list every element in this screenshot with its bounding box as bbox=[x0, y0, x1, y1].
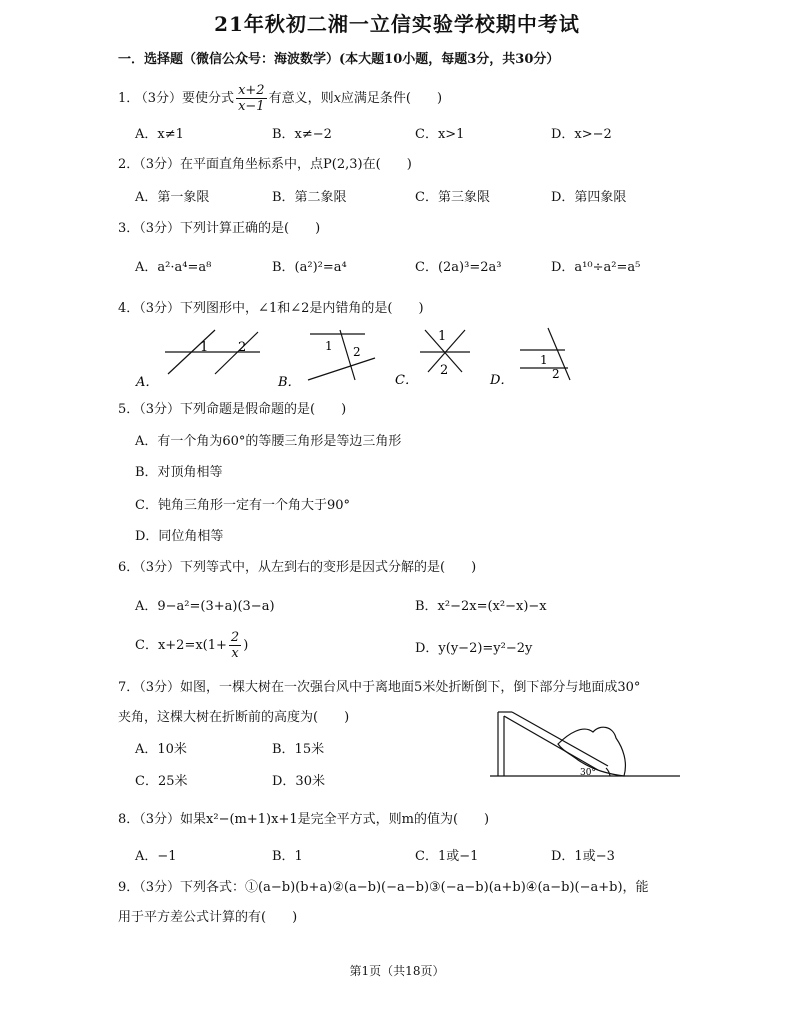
fig-b-angle2: 2 bbox=[353, 345, 361, 359]
question-4: 4．（3分）下列图形中，∠1和∠2是内错角的是( ) bbox=[118, 301, 424, 316]
q6-option-b: B．x²−2x=(x²−x)−x bbox=[415, 599, 547, 614]
fig-c-angle1: 1 bbox=[438, 329, 447, 344]
q2-option-b: B．第二象限 bbox=[272, 190, 347, 205]
q7-option-a: A．10米 bbox=[135, 742, 187, 757]
q4-figures bbox=[0, 322, 794, 392]
q7-option-d: D．30米 bbox=[272, 774, 325, 789]
q1-option-d: D．x>−2 bbox=[551, 127, 612, 142]
question-2: 2．（3分）在平面直角坐标系中，点P(2,3)在( ) bbox=[118, 157, 412, 172]
q8-option-d: D．1或−3 bbox=[551, 849, 615, 864]
q1-option-c: C．x>1 bbox=[415, 127, 465, 142]
fig-d-angle1: 1 bbox=[540, 353, 548, 367]
q6-option-c: C．x+2=x(1+ $\frac{2}{x}$ ) bbox=[135, 630, 249, 661]
tree-angle-label: 30° bbox=[580, 768, 596, 778]
fig-d-angle2: 2 bbox=[552, 367, 560, 381]
fig-b-angle1: 1 bbox=[325, 339, 333, 353]
q2-option-d: D．第四象限 bbox=[551, 190, 627, 205]
q3-option-d: D．a¹⁰÷a²=a⁵ bbox=[551, 260, 641, 275]
section-heading: 一．选择题（微信公众号：海波数学）(本大题10小题，每题3分，共30分） bbox=[118, 52, 560, 67]
figure-b bbox=[308, 330, 375, 380]
q2-option-c: C．第三象限 bbox=[415, 190, 490, 205]
q3-option-b: B．(a²)²=a⁴ bbox=[272, 260, 347, 275]
q5-option-c: C．钝角三角形一定有一个角大于90° bbox=[135, 498, 350, 513]
q1-option-b: B．x≠−2 bbox=[272, 127, 332, 142]
fig-label-c: C． bbox=[395, 373, 418, 388]
question-3: 3．（3分）下列计算正确的是( ) bbox=[118, 221, 321, 236]
q3-option-c: C．(2a)³=2a³ bbox=[415, 260, 502, 275]
fig-a-angle2: 2 bbox=[238, 340, 247, 355]
q5-option-d: D．同位角相等 bbox=[135, 529, 224, 544]
question-7-line1: 7．（3分）如图，一棵大树在一次强台风中于离地面5米处折断倒下，倒下部分与地面成30° bbox=[118, 680, 641, 695]
page-title: 21年秋初二湘一立信实验学校期中考试 bbox=[214, 12, 580, 36]
q5-option-b: B．对顶角相等 bbox=[135, 465, 223, 480]
q8-option-b: B．1 bbox=[272, 849, 303, 864]
question-7-line2: 夹角，这棵大树在折断前的高度为( ) bbox=[118, 710, 350, 725]
fig-c-angle2: 2 bbox=[440, 363, 449, 378]
fraction: $\frac{x+2}{x-1}$ bbox=[238, 83, 265, 114]
q6-option-a: A．9−a²=(3+a)(3−a) bbox=[135, 599, 275, 614]
question-9-line1: 9．（3分）下列各式：①(a−b)(b+a)②(a−b)(−a−b)③(−a−b)(a+b)④(a−b)(−a+b)，能 bbox=[118, 880, 649, 895]
question-1: 1． （3分）要使分式 $\frac{x+2}{x-1}$ 有意义，则x应满足条件( ) bbox=[118, 83, 443, 114]
page-footer: 第1页（共18页） bbox=[349, 964, 445, 978]
q1-option-a: A．x≠1 bbox=[135, 127, 184, 142]
q7-option-c: C．25米 bbox=[135, 774, 188, 789]
question-5: 5．（3分）下列命题是假命题的是( ) bbox=[118, 402, 347, 417]
q8-option-a: A．−1 bbox=[135, 849, 177, 864]
fig-label-d: D． bbox=[490, 373, 514, 388]
q6-option-d: D．y(y−2)=y²−2y bbox=[415, 641, 533, 656]
q7-option-b: B．15米 bbox=[272, 742, 325, 757]
q8-option-c: C．1或−1 bbox=[415, 849, 479, 864]
q3-option-a: A．a²·a⁴=a⁸ bbox=[135, 260, 212, 275]
question-9-line2: 用于平方差公式计算的有( ) bbox=[118, 910, 298, 925]
q5-option-a: A．有一个角为60°的等腰三角形是等边三角形 bbox=[135, 434, 402, 449]
q7-tree-figure bbox=[488, 704, 688, 784]
question-8: 8．（3分）如果x²−(m+1)x+1是完全平方式，则m的值为( ) bbox=[118, 812, 490, 827]
fig-a-angle1: 1 bbox=[200, 340, 209, 355]
fig-label-a: A． bbox=[136, 375, 159, 390]
q2-option-a: A．第一象限 bbox=[135, 190, 210, 205]
fraction: $\frac{2}{x}$ bbox=[230, 630, 240, 661]
question-6: 6．（3分）下列等式中，从左到右的变形是因式分解的是( ) bbox=[118, 560, 477, 575]
fig-label-b: B． bbox=[278, 375, 301, 390]
